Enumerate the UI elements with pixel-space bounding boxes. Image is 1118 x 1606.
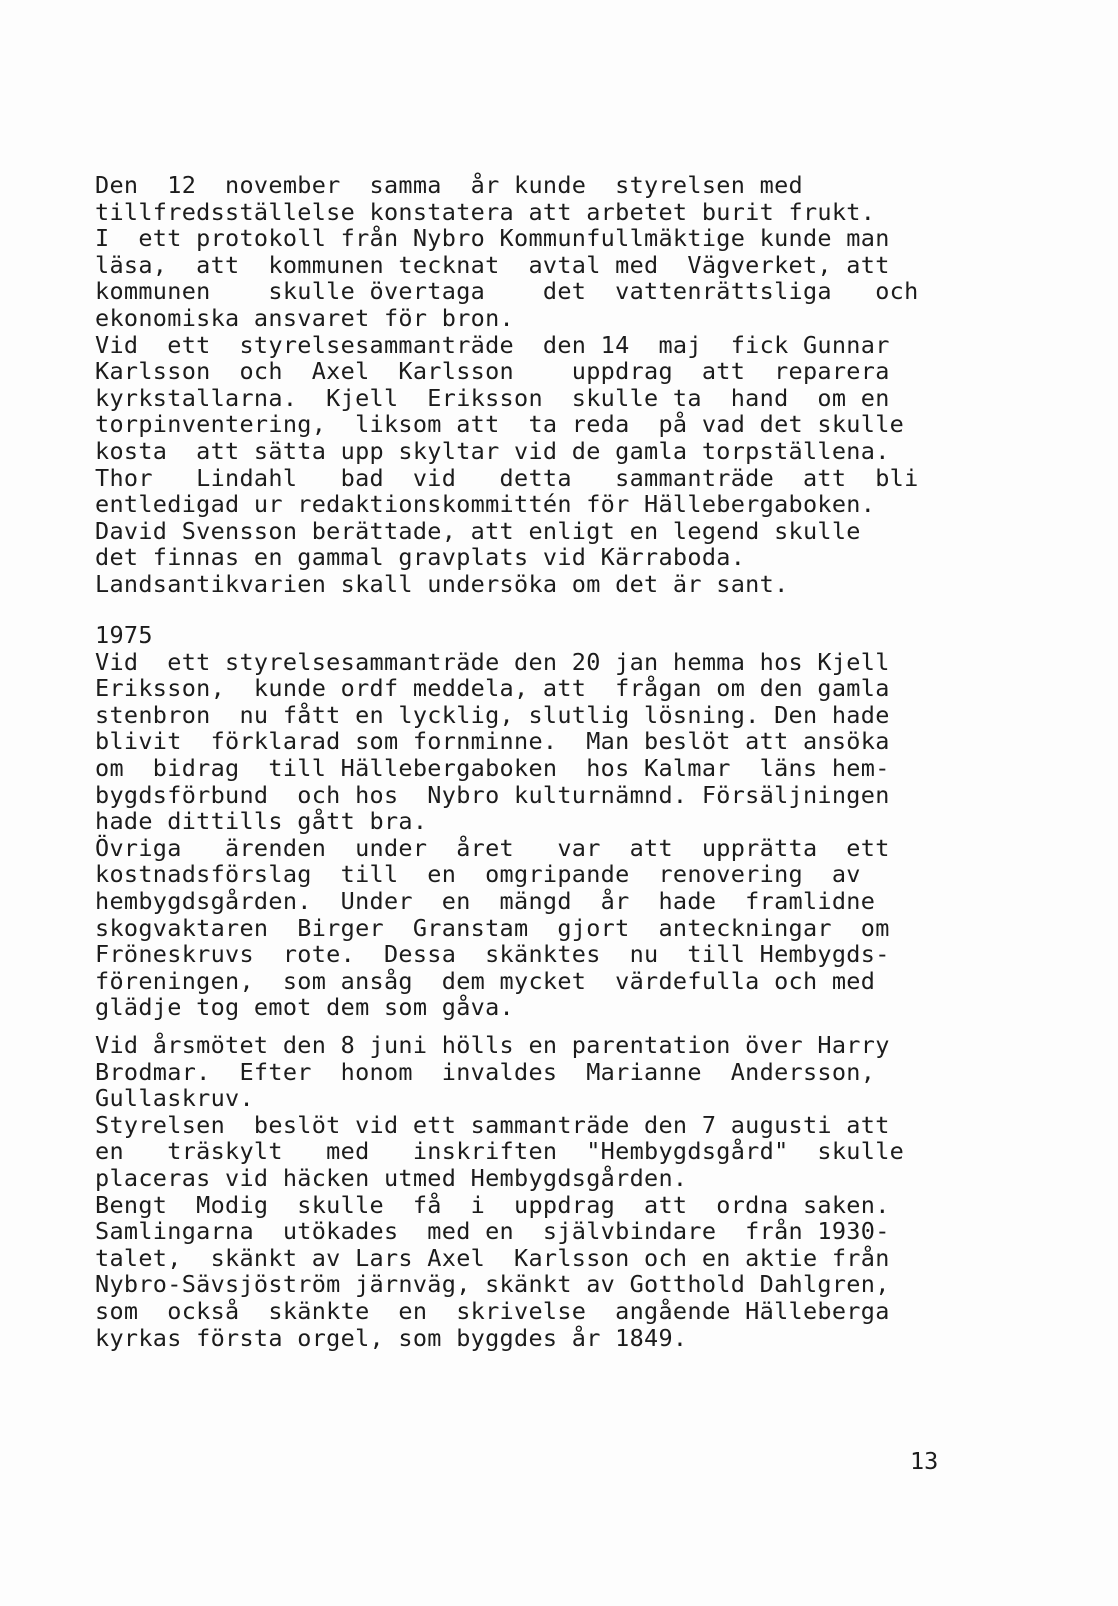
text-line: I ett protokoll från Nybro Kommunfullmäktige kunde man	[95, 224, 890, 253]
text-line: kyrkas första orgel, som byggdes år 1849.	[95, 1323, 688, 1352]
paragraph-1975	[95, 622, 985, 1021]
text-line: placeras vid häcken utmed Hembygdsgården.	[95, 1163, 688, 1192]
text-line: Karlsson och Axel Karlsson uppdrag att reparera	[95, 357, 890, 386]
text-line: glädje tog emot dem som gåva.	[95, 993, 514, 1022]
text-line: Samlingarna utökades med en självbindare från 1930-	[95, 1217, 890, 1246]
text-line: stenbron nu fått en lycklig, slutlig lösning. Den hade	[95, 700, 890, 729]
text-line: blivit förklarad som fornminne. Man beslöt att ansöka	[95, 727, 890, 756]
text-line: Fröneskruvs rote. Dessa skänktes nu till Hembygds-	[95, 940, 890, 969]
text-line: hade dittills gått bra.	[95, 807, 428, 836]
text-line: David Svensson berättade, att enligt en legend skulle	[95, 516, 861, 545]
paragraph-annual-meeting	[95, 1032, 985, 1351]
text-line: Övriga ärenden under året var att upprätta ett	[95, 833, 890, 862]
text-line: Vid årsmötet den 8 juni hölls en parentation över Harry	[95, 1031, 890, 1059]
text-line: Vid ett styrelsesammanträde den 20 jan hemma hos Kjell	[95, 647, 890, 676]
text-line: Landsantikvarien skall undersöka om det är sant.	[95, 569, 789, 598]
text-line: kommunen skulle övertaga det vattenrättsliga och	[95, 277, 919, 306]
text-line: föreningen, som ansåg dem mycket värdefulla och med	[95, 966, 876, 995]
text-line: det finnas en gammal gravplats vid Kärraboda.	[95, 543, 746, 572]
text-line: talet, skänkt av Lars Axel Karlsson och en aktie från	[95, 1243, 890, 1272]
text-line: hembygdsgården. Under en mängd år hade framlidne	[95, 886, 876, 915]
text-line: entledigad ur redaktionskommittén för Hällebergaboken.	[95, 490, 876, 519]
paragraph-1974-events	[95, 172, 985, 598]
text-line: Styrelsen beslöt vid ett sammanträde den 7 augusti att	[95, 1110, 890, 1139]
text-line: tillfredsställelse konstatera att arbetet burit frukt.	[95, 197, 876, 226]
text-line: Vid ett styrelsesammanträde den 14 maj fick Gunnar	[95, 330, 890, 359]
text-line: om bidrag till Hällebergaboken hos Kalmar läns hem-	[95, 753, 890, 782]
text-line: Bengt Modig skulle få i uppdrag att ordna saken.	[95, 1190, 890, 1219]
page-number: 13	[910, 1447, 939, 1475]
text-line: som också skänkte en skrivelse angående Hälleberga	[95, 1296, 890, 1325]
text-line: Eriksson, kunde ordf meddela, att frågan om den gamla	[95, 674, 890, 703]
text-line: bygdsförbund och hos Nybro kulturnämnd. Försäljningen	[95, 780, 890, 809]
text-line: Brodmar. Efter honom invaldes Marianne Andersson,	[95, 1057, 876, 1086]
text-line: läsa, att kommunen tecknat avtal med Vägverket, att	[95, 250, 890, 279]
text-line: skogvaktaren Birger Granstam gjort anteckningar om	[95, 913, 890, 942]
text-line: Thor Lindahl bad vid detta sammanträde att bli	[95, 463, 919, 492]
text-line: kostnadsförslag till en omgripande renovering av	[95, 860, 861, 889]
year-heading: 1975	[95, 621, 153, 649]
text-line: torpinventering, liksom att ta reda på vad det skulle	[95, 410, 905, 439]
text-line: Nybro-Sävsjöström järnväg, skänkt av Gotthold Dahlgren,	[95, 1270, 890, 1299]
text-line: kosta att sätta upp skyltar vid de gamla torpställena.	[95, 436, 890, 465]
text-line: Gullaskruv.	[95, 1084, 254, 1113]
text-line: ekonomiska ansvaret för bron.	[95, 303, 514, 332]
text-line: kyrkstallarna. Kjell Eriksson skulle ta hand om en	[95, 383, 890, 412]
text-line: en träskylt med inskriften "Hembygdsgård" skulle	[95, 1137, 905, 1166]
text-line: Den 12 november samma år kunde styrelsen med	[95, 171, 803, 199]
